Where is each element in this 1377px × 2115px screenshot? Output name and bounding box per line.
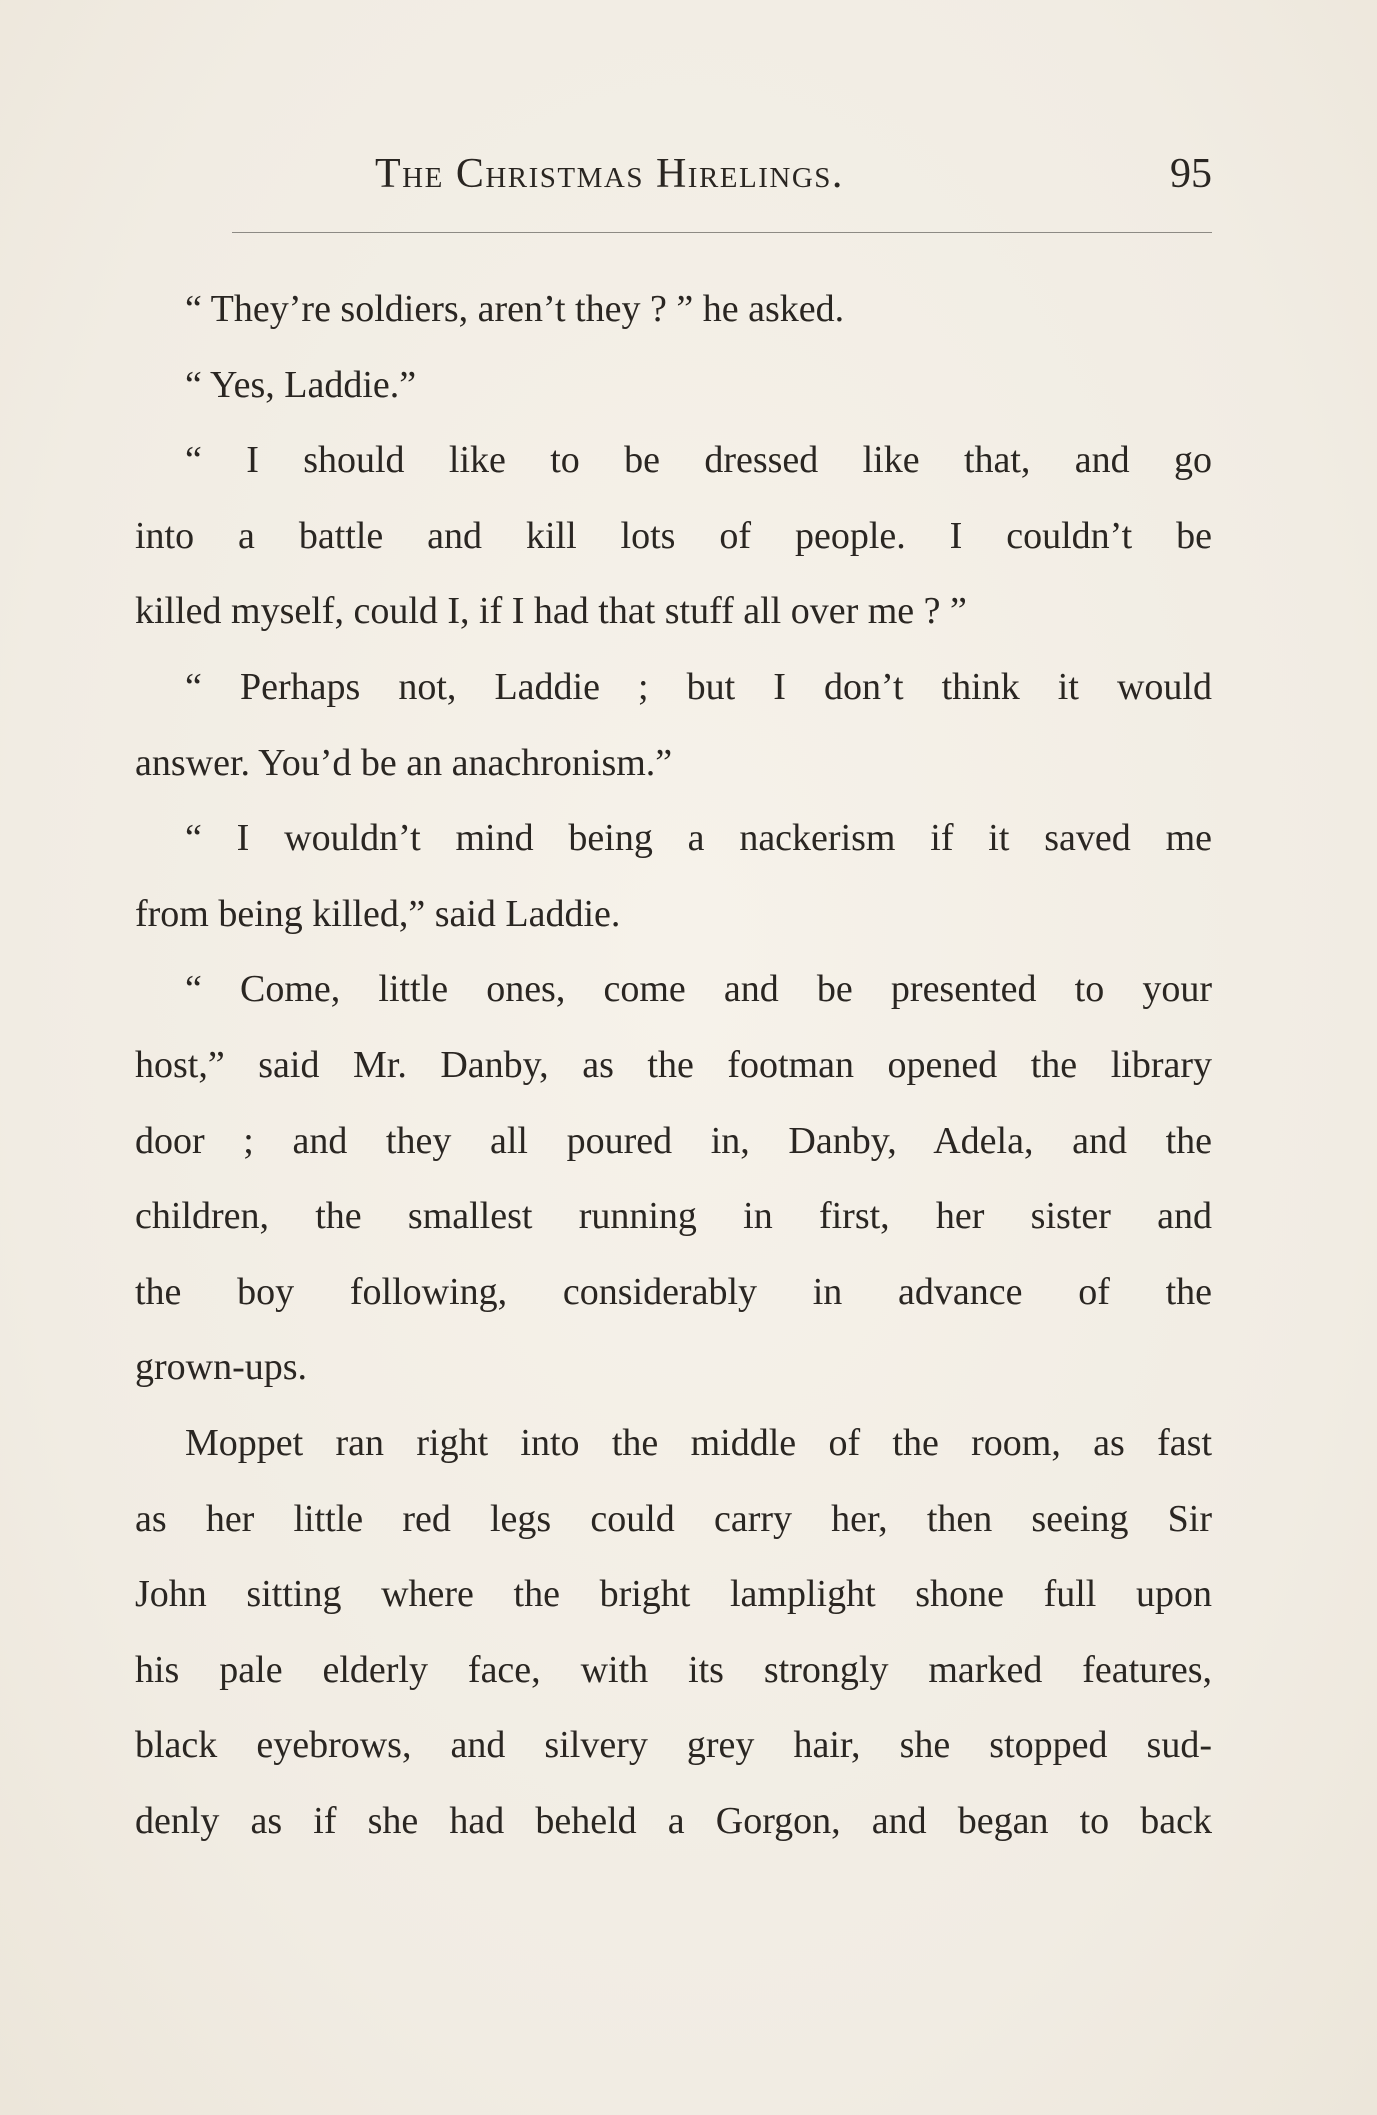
body-text	[135, 272, 1212, 1859]
text-line: the boy following, considerably in advance of the	[135, 1270, 1212, 1313]
text-line: “ They’re soldiers, aren’t they ? ” he asked.	[185, 288, 845, 330]
text-line: into a battle and kill lots of people. I couldn’t be	[135, 514, 1212, 557]
text-line: from being killed,” said Laddie.	[135, 892, 621, 935]
text-line: his pale elderly face, with its strongly marked features,	[135, 1648, 1212, 1691]
text-line: children, the smallest running in first, her sister and	[135, 1195, 1212, 1238]
text-line: door ; and they all poured in, Danby, Adela, and the	[135, 1119, 1212, 1162]
text-line: denly as if she had beheld a Gorgon, and began to back	[135, 1799, 1212, 1842]
page-number: 95	[1170, 151, 1212, 197]
text-line: killed myself, could I, if I had that stuff all over me ? ”	[135, 590, 967, 633]
running-head	[135, 150, 1212, 210]
text-line: grown-ups.	[135, 1346, 308, 1389]
text-line: “ I wouldn’t mind being a nackerism if it saved me	[185, 817, 1212, 860]
text-line: “ Perhaps not, Laddie ; but I don’t think it would	[185, 665, 1212, 708]
text-line: John sitting where the bright lamplight shone full upon	[135, 1573, 1212, 1616]
text-line: “ Yes, Laddie.”	[185, 363, 417, 406]
text-line: as her little red legs could carry her, then seeing Sir	[135, 1497, 1212, 1540]
text-line: host,” said Mr. Danby, as the footman opened the library	[135, 1043, 1212, 1086]
header-rule	[232, 232, 1212, 233]
text-line: black eyebrows, and silvery grey hair, she stopped sud-	[135, 1724, 1212, 1767]
text-line: “ Come, little ones, come and be presented to your	[185, 968, 1212, 1011]
text-line: Moppet ran right into the middle of the room, as fast	[185, 1421, 1212, 1464]
text-line: answer. You’d be an anachronism.”	[135, 741, 673, 784]
running-title: The Christmas Hirelings.	[375, 151, 844, 197]
text-line: “ I should like to be dressed like that, and go	[185, 439, 1212, 482]
